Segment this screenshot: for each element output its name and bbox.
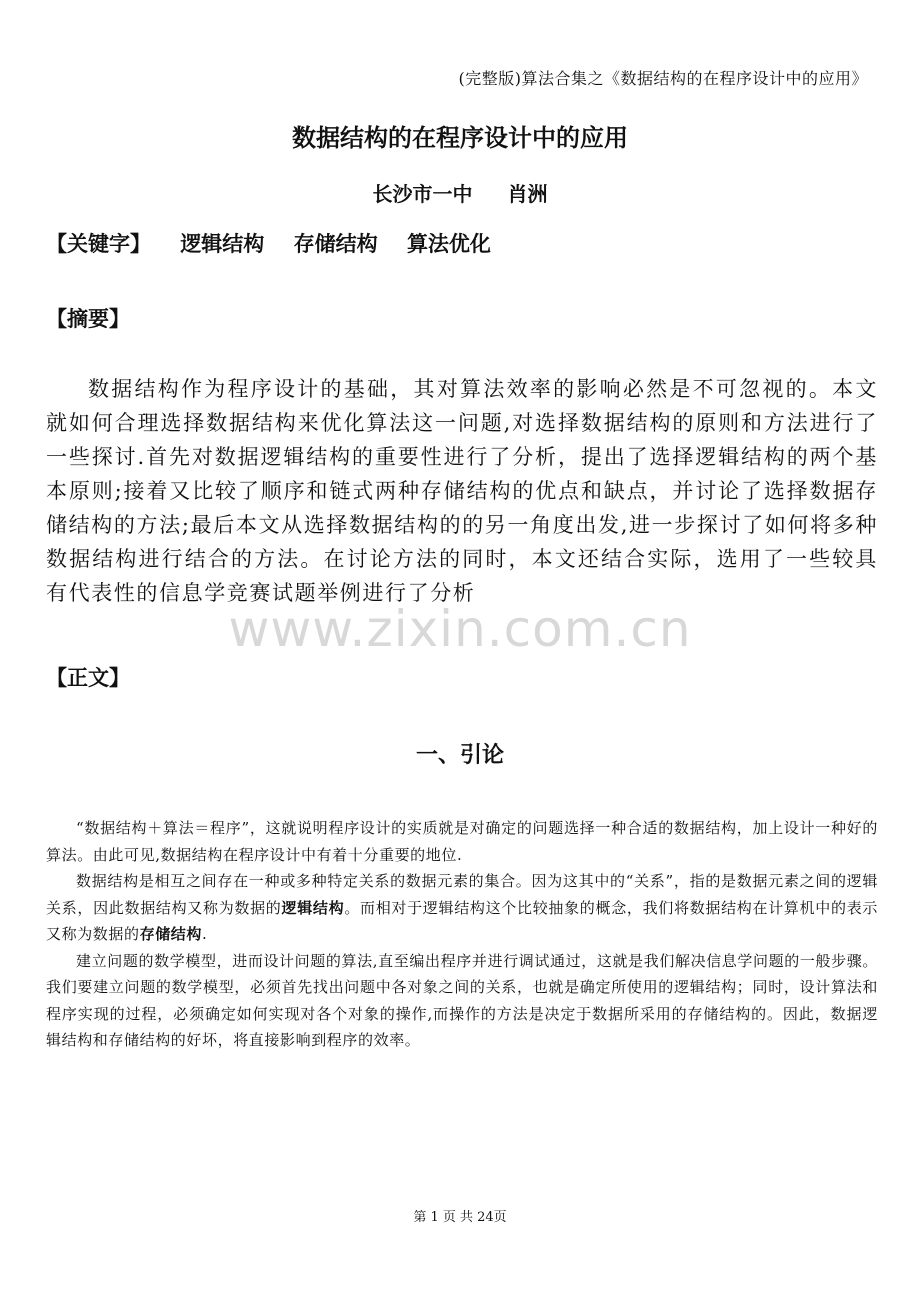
watermark-text: www.zixin.com.cn <box>228 600 692 658</box>
abstract-paragraph: 数据结构作为程序设计的基础，其对算法效率的影响必然是不可忽视的。本文就如何合理选择数据结构来优化算法这一问题,对选择数据结构的原则和方法进行了一些探讨.首先对数据逻辑结构的重要性进行了分析，提出了选择逻辑结构的两个基本原则;接着又比较了顺序和链式两种存储结构的优点和缺点，并讨论了选择数据存储结构的方法;最后本文从选择数据结构的的另一角度出发,进一步探讨了如何将多种数据结构进行结合的方法。在讨论方法的同时，本文还结合实际，选用了一些较具有代表性的信息学竞赛试题举例进行了分析 <box>46 377 878 605</box>
text-run: 数据结构是相互之间存在一种或多种特定关系的数据元素的集合。因为这其中的“关系”，指的是数据元素之间的逻辑关系，因此数据结构又称为数据的 <box>46 872 878 917</box>
text-run: . <box>202 925 208 943</box>
body-text <box>46 815 878 1054</box>
section-heading: 一、引论 <box>415 742 504 768</box>
author-school: 长沙市一中 <box>372 182 473 206</box>
keywords-label: 【关键字】 <box>46 231 151 256</box>
author-line <box>0 178 920 207</box>
keyword-item: 算法优化 <box>406 231 491 256</box>
page-footer: 第 1 页 共 24页 <box>413 1210 507 1225</box>
body-paragraph: 建立问题的数学模型，进而设计问题的算法,直至编出程序并进行调试通过，这就是我们解决信息学问题的一般步骤。我们要建立问题的数学模型，必须首先找出问题中各对象之间的关系，也就是确定所使用的逻辑结构；同时，设计算法和程序实现的过程，必须确定如何实现对各个对象的操作,而操作的方法是决定于数据所采用的存储结构的。因此，数据逻辑结构和存储结构的好坏，将直接影响到程序的效率。 <box>46 951 878 1049</box>
bold-term: 存储结构 <box>139 925 203 943</box>
keywords-line <box>46 228 491 258</box>
text-run: 。而相对于逻辑结构这个比较抽象的概念，我们将数据结构在计算机中的表示又称为数据的 <box>46 898 878 943</box>
author-name: 肖洲 <box>507 182 548 206</box>
keyword-item: 存储结构 <box>293 231 378 256</box>
body-label: 【正文】 <box>46 665 130 690</box>
body-paragraph: “数据结构＋算法＝程序”，这就说明程序设计的实质就是对确定的问题选择一种合适的数据结构，加上设计一种好的算法。由此可见,数据结构在程序设计中有着十分重要的地位. <box>46 819 878 864</box>
keyword-item: 逻辑结构 <box>180 231 265 256</box>
abstract-label: 【摘要】 <box>46 306 130 331</box>
running-header: (完整版)算法合集之《数据结构的在程序设计中的应用》 <box>458 69 868 88</box>
bold-term: 逻辑结构 <box>281 898 345 917</box>
body-paragraph <box>46 868 878 948</box>
document-title: 数据结构的在程序设计中的应用 <box>292 124 628 152</box>
